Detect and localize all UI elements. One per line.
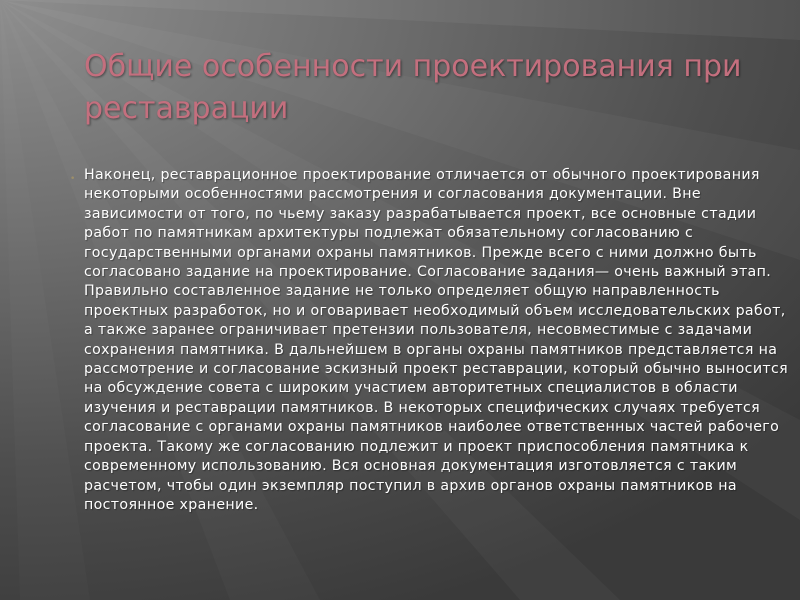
slide-title: Общие особенности проектирования при реставрации	[84, 49, 742, 126]
bullet-marker: •	[70, 174, 76, 184]
bullet-paragraph: Наконец, реставрационное проектирование отличается от обычного проектирования некоторыми особенностями рассмотрения и согласования документации. Вне зависимости от того, по чьему заказу разрабатывается проект, все основные стадии работ по памятникам архитектуры подлежат обязательному согласованию с государственными органами охраны памятников. Прежде всего с ними должно быть согласовано задание на проектирование. Согласование задания— очень важный этап. Правильно составленное задание не только определяет общую направленность проектных разработок, но и оговаривает необходимый объем исследовательских работ, а также заранее ограничивает претензии пользователя, несовместимые с задачами сохранения памятника. В дальнейшем в органы охраны памятников представляется на рассмотрение и согласование эскизный проект реставрации, который обычно выносится на обсуждение совета с широким участием авторитетных специалистов в области изучения и реставрации памятников. В некоторых специфических случаях требуется согласование с органами охраны памятников наиболее ответственных частей рабочего проекта. Такому же согласованию подлежит и проект приспособления памятника к современному использованию. Вся основная документация изготовляется с таким расчетом, чтобы один экземпляр поступил в архив органов охраны памятников на постоянное хранение.	[84, 167, 789, 513]
